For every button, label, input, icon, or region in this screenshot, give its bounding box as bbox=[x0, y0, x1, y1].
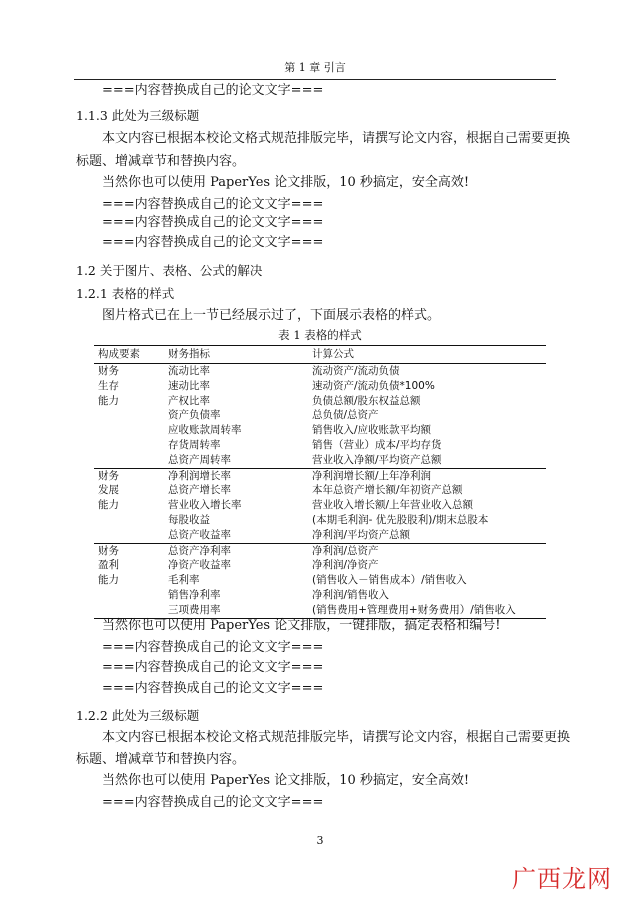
formula-cell: 净利润/销售收入 bbox=[312, 588, 390, 601]
site-watermark: 广西龙网 bbox=[512, 865, 612, 893]
section-heading-1-1-3: 1.1.3 此处为三级标题 bbox=[76, 108, 200, 123]
table-row bbox=[94, 588, 546, 603]
category-cell bbox=[94, 438, 164, 453]
paragraph-line: 当然你也可以使用 PaperYes 论文排版，10 秒搞定，安全高效! bbox=[102, 175, 470, 190]
indicator-cell: 销售净利率 bbox=[168, 588, 221, 601]
indicator-cell: 总资产收益率 bbox=[168, 528, 231, 541]
category-cell: 能力 bbox=[98, 574, 119, 587]
placeholder-text: ===内容替换成自己的论文文字=== bbox=[102, 640, 324, 655]
category-cell: 能力 bbox=[98, 499, 119, 512]
formula-cell: 净利润增长额/上年净利润 bbox=[308, 468, 546, 483]
indicator-cell: 速动比率 bbox=[168, 379, 210, 392]
placeholder-text: ===内容替换成自己的论文文字=== bbox=[102, 197, 324, 212]
table-row bbox=[94, 379, 546, 394]
table-group bbox=[94, 468, 546, 543]
category-cell: 财务 bbox=[94, 543, 164, 558]
running-header: 第 1 章 引言 bbox=[74, 56, 556, 80]
table-row bbox=[94, 394, 546, 409]
formula-cell: 净利润/净资产 bbox=[312, 559, 379, 572]
category-cell bbox=[94, 453, 164, 468]
table-row bbox=[94, 423, 546, 438]
indicator-cell: 净资产收益率 bbox=[168, 559, 231, 572]
column-header: 构成要素 bbox=[94, 346, 164, 364]
table-row bbox=[94, 498, 546, 513]
category-cell: 财务 bbox=[94, 468, 164, 483]
category-cell: 发展 bbox=[98, 484, 119, 497]
table-row bbox=[94, 558, 546, 573]
formula-cell: 净利润/平均资产总额 bbox=[312, 528, 411, 541]
paragraph-line: 图片格式已在上一节已经展示过了，下面展示表格的样式。 bbox=[102, 308, 441, 323]
indicator-cell: 净利润增长率 bbox=[164, 468, 308, 483]
table-row bbox=[94, 573, 546, 588]
financial-indicator-table bbox=[94, 345, 546, 619]
table-row bbox=[94, 528, 546, 543]
formula-cell: 负债总额/股东权益总额 bbox=[312, 394, 421, 407]
table-group bbox=[94, 364, 546, 469]
formula-cell: 销售（营业）成本/平均存货 bbox=[312, 438, 442, 451]
paragraph-line: 本文内容已根据本校论文格式规范排版完毕，请撰写论文内容，根据自己需要更换 bbox=[102, 131, 571, 146]
column-header: 财务指标 bbox=[164, 346, 308, 364]
formula-cell: 营业收入净额/平均资产总额 bbox=[312, 453, 442, 466]
category-cell bbox=[94, 588, 164, 603]
indicator-cell: 毛利率 bbox=[168, 574, 200, 587]
category-cell bbox=[94, 408, 164, 423]
placeholder-text: ===内容替换成自己的论文文字=== bbox=[102, 235, 324, 250]
paragraph-line: 当然你也可以使用 PaperYes 论文排版，10 秒搞定，安全高效! bbox=[102, 773, 470, 788]
formula-cell: 销售收入/应收账款平均额 bbox=[312, 424, 432, 437]
formula-cell: 速动资产/流动负债*100% bbox=[312, 379, 435, 392]
formula-cell: 流动资产/流动负债 bbox=[312, 365, 400, 377]
category-cell bbox=[94, 603, 164, 618]
indicator-cell: 每股收益 bbox=[168, 513, 210, 526]
indicator-cell: 总资产周转率 bbox=[168, 453, 231, 466]
paragraph-line: 标题、增减章节和替换内容。 bbox=[76, 154, 246, 169]
table-row bbox=[94, 468, 546, 483]
placeholder-text: ===内容替换成自己的论文文字=== bbox=[102, 660, 324, 675]
table-row bbox=[94, 543, 546, 558]
category-cell bbox=[94, 423, 164, 438]
placeholder-text: ===内容替换成自己的论文文字=== bbox=[102, 795, 324, 810]
indicator-cell: 资产负债率 bbox=[168, 409, 221, 422]
table-row bbox=[94, 438, 546, 453]
formula-cell: 净利润/总资产 bbox=[308, 543, 546, 558]
placeholder-text: ===内容替换成自己的论文文字=== bbox=[102, 681, 324, 696]
table-row bbox=[94, 364, 546, 379]
paragraph-line: 本文内容已根据本校论文格式规范排版完毕，请撰写论文内容，根据自己需要更换 bbox=[102, 730, 571, 745]
table-caption: 表 1 表格的样式 bbox=[278, 328, 362, 342]
placeholder-text: ===内容替换成自己的论文文字=== bbox=[102, 215, 324, 230]
section-heading-1-2: 1.2 关于图片、表格、公式的解决 bbox=[76, 263, 263, 278]
page-number: 3 bbox=[316, 834, 324, 847]
section-heading-1-2-2: 1.2.2 此处为三级标题 bbox=[76, 708, 200, 723]
paragraph-line: 当然你也可以使用 PaperYes 论文排版，一键排版，搞定表格和编号! bbox=[102, 618, 501, 633]
category-cell: 生存 bbox=[98, 379, 119, 392]
indicator-cell: 总资产增长率 bbox=[168, 484, 231, 497]
indicator-cell: 应收账款周转率 bbox=[168, 424, 242, 437]
placeholder-text: ===内容替换成自己的论文文字=== bbox=[102, 83, 324, 98]
table-header-row bbox=[94, 346, 546, 364]
paragraph-line: 标题、增减章节和替换内容。 bbox=[76, 752, 246, 767]
formula-cell: 营业收入增长额/上年营业收入总额 bbox=[312, 499, 474, 512]
table-row bbox=[94, 603, 546, 618]
indicator-cell: 三项费用率 bbox=[164, 603, 308, 618]
indicator-cell: 存货周转率 bbox=[168, 438, 221, 451]
category-cell bbox=[94, 528, 164, 543]
table-row bbox=[94, 483, 546, 498]
table-group bbox=[94, 543, 546, 618]
column-header: 计算公式 bbox=[308, 346, 546, 364]
category-cell: 盈利 bbox=[98, 559, 119, 572]
indicator-cell: 产权比率 bbox=[168, 394, 210, 407]
table-row bbox=[94, 513, 546, 528]
formula-cell: (销售收入－销售成本）/销售收入 bbox=[312, 574, 467, 587]
indicator-cell: 流动比率 bbox=[168, 365, 210, 377]
category-cell: 财务 bbox=[98, 365, 119, 377]
formula-cell: (本期毛利润- 优先股股利)/期末总股本 bbox=[312, 513, 489, 526]
category-cell: 能力 bbox=[98, 394, 119, 407]
category-cell bbox=[94, 513, 164, 528]
indicator-cell: 营业收入增长率 bbox=[168, 499, 242, 512]
table-row bbox=[94, 453, 546, 468]
formula-cell: (销售费用+管理费用+财务费用）/销售收入 bbox=[308, 603, 546, 618]
formula-cell: 总负债/总资产 bbox=[312, 409, 379, 422]
table-row bbox=[94, 408, 546, 423]
formula-cell: 本年总资产增长额/年初资产总额 bbox=[312, 484, 463, 497]
section-heading-1-2-1: 1.2.1 表格的样式 bbox=[76, 286, 175, 301]
indicator-cell: 总资产净利率 bbox=[164, 543, 308, 558]
